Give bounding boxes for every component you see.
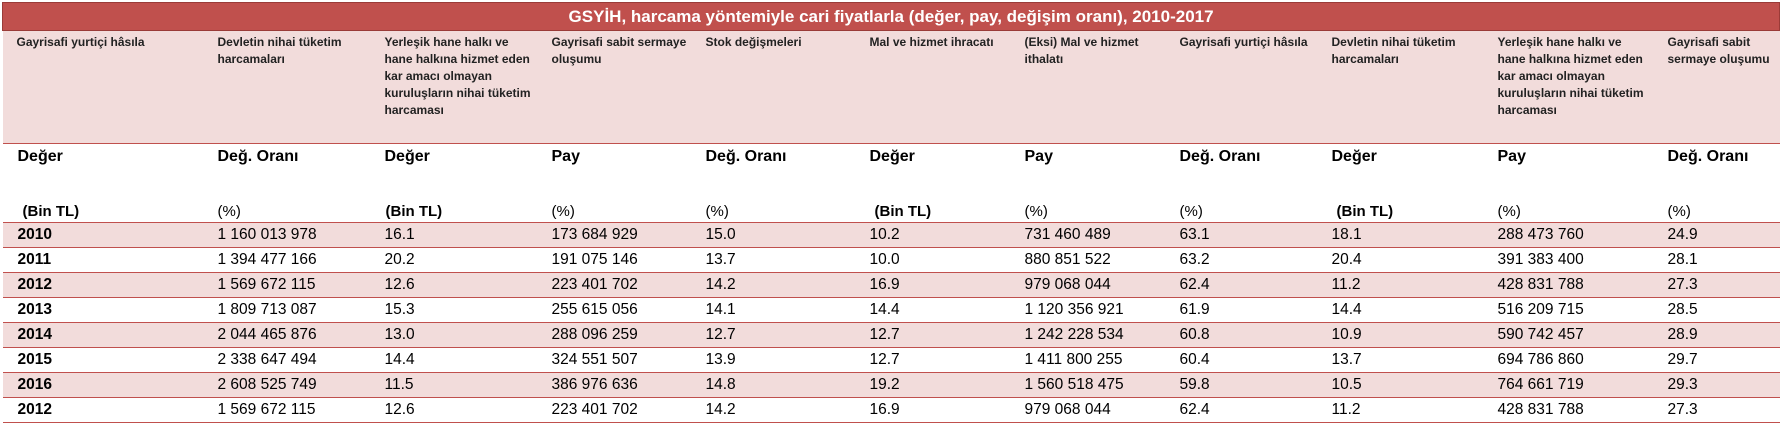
table-row <box>3 273 1780 298</box>
table-cell[interactable]: 14.8 <box>691 373 855 398</box>
table-cell[interactable]: 20.4 <box>1317 248 1483 273</box>
table-cell[interactable]: 223 401 702 <box>537 273 691 298</box>
table-cell[interactable]: 15.3 <box>370 298 537 323</box>
column-header[interactable]: Gayrisafi yurtiçi hâsıla <box>3 31 203 144</box>
table-cell[interactable]: 18.1 <box>1317 223 1483 248</box>
table-cell[interactable]: 12.7 <box>855 323 1010 348</box>
table-cell[interactable]: 590 742 457 <box>1483 323 1653 348</box>
table-cell[interactable]: 694 786 860 <box>1483 348 1653 373</box>
table-cell[interactable]: 28.9 <box>1653 323 1780 348</box>
table-cell[interactable]: 63.2 <box>1165 248 1317 273</box>
table-cell[interactable]: 10.9 <box>1317 323 1483 348</box>
table-cell[interactable]: 12.6 <box>370 273 537 298</box>
unit-header[interactable]: (%) <box>1667 203 1691 220</box>
year-cell[interactable]: 2016 <box>3 373 203 398</box>
table-cell[interactable]: 11.2 <box>1317 398 1483 423</box>
table-cell[interactable]: 11.2 <box>1317 273 1483 298</box>
measure-header[interactable]: Değ. Oranı <box>1179 148 1261 165</box>
column-header[interactable]: Stok değişmeleri <box>691 31 855 144</box>
table-row <box>3 373 1780 398</box>
year-cell[interactable]: 2014 <box>3 323 203 348</box>
table-cell[interactable]: 386 976 636 <box>537 373 691 398</box>
table-cell[interactable]: 16.9 <box>855 398 1010 423</box>
table-cell[interactable]: 1 560 518 475 <box>1010 373 1165 398</box>
table-cell[interactable]: 14.4 <box>855 298 1010 323</box>
table-cell[interactable]: 12.7 <box>691 323 855 348</box>
unit-header[interactable]: (%) <box>1179 203 1203 220</box>
table-cell[interactable]: 11.5 <box>370 373 537 398</box>
unit-header[interactable]: (%) <box>217 203 241 220</box>
column-header[interactable]: Yerleşik hane halkı ve hane halkına hizmet eden kar amacı olmayan kuruluşların nihai tüketim harcaması <box>1483 31 1653 144</box>
table-cell[interactable]: 173 684 929 <box>537 223 691 248</box>
table-row <box>3 248 1780 273</box>
table-cell[interactable]: 16.1 <box>370 223 537 248</box>
column-header[interactable]: Gayrisafi yurtiçi hâsıla <box>1165 31 1317 144</box>
measure-header[interactable]: Değ. Oranı <box>705 148 787 165</box>
table-cell[interactable]: 1 569 672 115 <box>203 273 370 298</box>
table-cell[interactable]: 16.9 <box>855 273 1010 298</box>
table-cell[interactable]: 13.7 <box>691 248 855 273</box>
table-cell[interactable]: 2 608 525 749 <box>203 373 370 398</box>
year-cell[interactable]: 2013 <box>3 298 203 323</box>
unit-row <box>3 190 1780 223</box>
unit-header[interactable]: (%) <box>705 203 729 220</box>
table-cell[interactable]: 28.5 <box>1653 298 1780 323</box>
measure-header[interactable]: Pay <box>1497 148 1526 165</box>
table-title: GSYİH, harcama yöntemiyle cari fiyatlarla (değer, pay, değişim oranı), 2010-2017 <box>3 3 1780 31</box>
table-cell[interactable]: 516 209 715 <box>1483 298 1653 323</box>
column-header[interactable]: Devletin nihai tüketim harcamaları <box>203 31 370 144</box>
table-cell[interactable]: 59.8 <box>1165 373 1317 398</box>
table-cell[interactable]: 223 401 702 <box>537 398 691 423</box>
unit-header[interactable]: (Bin TL) <box>1336 203 1394 220</box>
table-cell[interactable]: 60.8 <box>1165 323 1317 348</box>
table-cell[interactable]: 1 411 800 255 <box>1010 348 1165 373</box>
table-cell[interactable]: 2 338 647 494 <box>203 348 370 373</box>
measure-header[interactable]: Pay <box>1024 148 1053 165</box>
table-row <box>3 398 1780 423</box>
table-cell[interactable]: 731 460 489 <box>1010 223 1165 248</box>
table-cell[interactable]: 12.6 <box>370 398 537 423</box>
table-cell[interactable]: 29.7 <box>1653 348 1780 373</box>
table-cell[interactable]: 13.7 <box>1317 348 1483 373</box>
measure-header[interactable]: Değer <box>1331 148 1377 165</box>
unit-header[interactable]: (Bin TL) <box>874 203 932 220</box>
table-cell[interactable]: 1 394 477 166 <box>203 248 370 273</box>
year-cell[interactable]: 2010 <box>3 223 203 248</box>
table-cell[interactable]: 1 809 713 087 <box>203 298 370 323</box>
unit-header[interactable]: (Bin TL) <box>385 203 443 220</box>
measure-header[interactable]: Değer <box>869 148 915 165</box>
unit-header[interactable]: (Bin TL) <box>22 203 80 220</box>
table-cell[interactable]: 14.2 <box>691 273 855 298</box>
measure-header[interactable]: Değer <box>384 148 430 165</box>
column-header[interactable]: Gayrisafi sabit sermaye oluşumu <box>537 31 691 144</box>
table-cell[interactable]: 1 569 672 115 <box>203 398 370 423</box>
table-cell[interactable]: 1 120 356 921 <box>1010 298 1165 323</box>
table-cell[interactable]: 27.3 <box>1653 398 1780 423</box>
column-header[interactable]: Mal ve hizmet ihracatı <box>855 31 1010 144</box>
table-cell[interactable]: 979 068 044 <box>1010 398 1165 423</box>
table-cell[interactable]: 62.4 <box>1165 273 1317 298</box>
year-cell[interactable]: 2012 <box>3 273 203 298</box>
gdp-table <box>2 2 1780 423</box>
year-cell[interactable]: 2015 <box>3 348 203 373</box>
table-cell[interactable]: 63.1 <box>1165 223 1317 248</box>
table-cell[interactable]: 1 242 228 534 <box>1010 323 1165 348</box>
table-cell[interactable]: 428 831 788 <box>1483 273 1653 298</box>
unit-header[interactable]: (%) <box>1024 203 1048 220</box>
table-row <box>3 348 1780 373</box>
table-cell[interactable]: 10.0 <box>855 248 1010 273</box>
table-cell[interactable]: 255 615 056 <box>537 298 691 323</box>
measure-header[interactable]: Değ. Oranı <box>217 148 299 165</box>
table-cell[interactable]: 19.2 <box>855 373 1010 398</box>
table-cell[interactable]: 20.2 <box>370 248 537 273</box>
measure-row <box>3 144 1780 191</box>
table-cell[interactable]: 10.2 <box>855 223 1010 248</box>
table-cell[interactable]: 13.0 <box>370 323 537 348</box>
table-cell[interactable]: 60.4 <box>1165 348 1317 373</box>
table-cell[interactable]: 428 831 788 <box>1483 398 1653 423</box>
table-row <box>3 298 1780 323</box>
table-cell[interactable]: 12.7 <box>855 348 1010 373</box>
table-cell[interactable]: 880 851 522 <box>1010 248 1165 273</box>
table-cell[interactable]: 24.9 <box>1653 223 1780 248</box>
table-cell[interactable]: 14.1 <box>691 298 855 323</box>
table-cell[interactable]: 979 068 044 <box>1010 273 1165 298</box>
table-cell[interactable]: 15.0 <box>691 223 855 248</box>
table-cell[interactable]: 13.9 <box>691 348 855 373</box>
table-cell[interactable]: 2 044 465 876 <box>203 323 370 348</box>
column-header[interactable]: Gayrisafi sabit sermaye oluşumu <box>1653 31 1780 144</box>
table-cell[interactable]: 62.4 <box>1165 398 1317 423</box>
table-cell[interactable]: 14.4 <box>370 348 537 373</box>
unit-header[interactable]: (%) <box>551 203 575 220</box>
table-cell[interactable]: 27.3 <box>1653 273 1780 298</box>
table-cell[interactable]: 29.3 <box>1653 373 1780 398</box>
measure-header[interactable]: Pay <box>551 148 580 165</box>
year-cell[interactable]: 2012 <box>3 398 203 423</box>
column-header[interactable]: Yerleşik hane halkı ve hane halkına hizmet eden kar amacı olmayan kuruluşların nihai tüketim harcaması <box>370 31 537 144</box>
table-cell[interactable]: 1 160 013 978 <box>203 223 370 248</box>
table-row <box>3 223 1780 248</box>
measure-header[interactable]: Değ. Oranı <box>1667 148 1749 165</box>
table-cell[interactable]: 191 075 146 <box>537 248 691 273</box>
table-cell[interactable]: 764 661 719 <box>1483 373 1653 398</box>
unit-header[interactable]: (%) <box>1497 203 1521 220</box>
table-cell[interactable]: 14.2 <box>691 398 855 423</box>
column-header[interactable]: (Eksi) Mal ve hizmet ithalatı <box>1010 31 1165 144</box>
table-cell[interactable]: 288 473 760 <box>1483 223 1653 248</box>
table-cell[interactable]: 324 551 507 <box>537 348 691 373</box>
table-cell[interactable]: 10.5 <box>1317 373 1483 398</box>
year-cell[interactable]: 2011 <box>3 248 203 273</box>
table-cell[interactable]: 14.4 <box>1317 298 1483 323</box>
table-cell[interactable]: 61.9 <box>1165 298 1317 323</box>
table-cell[interactable]: 28.1 <box>1653 248 1780 273</box>
title-row <box>3 3 1780 31</box>
table-body <box>3 223 1780 423</box>
header-row <box>3 31 1780 144</box>
measure-header[interactable]: Değer <box>17 148 63 165</box>
table-cell[interactable]: 288 096 259 <box>537 323 691 348</box>
column-header[interactable]: Devletin nihai tüketim harcamaları <box>1317 31 1483 144</box>
table-row <box>3 323 1780 348</box>
table-cell[interactable]: 391 383 400 <box>1483 248 1653 273</box>
